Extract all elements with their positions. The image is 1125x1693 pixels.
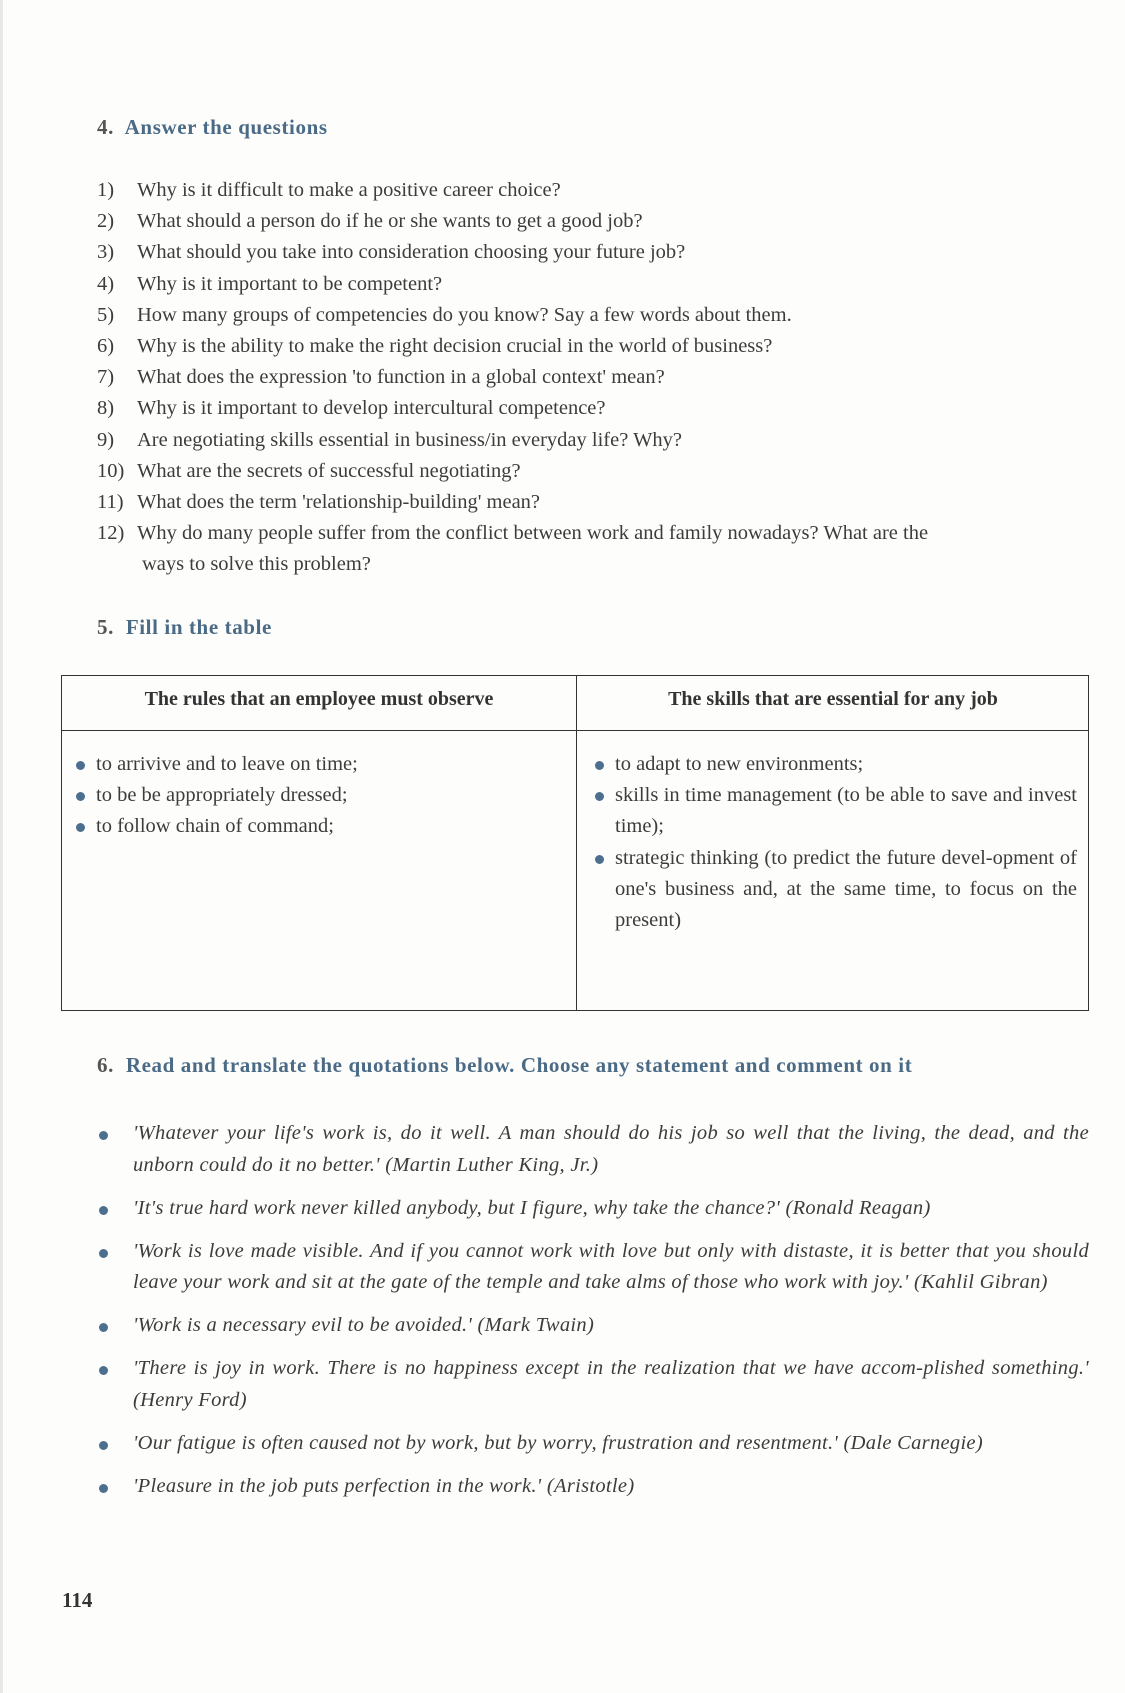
page-number: 114 xyxy=(62,1588,93,1612)
question-item xyxy=(97,393,1097,424)
question-number: 2) xyxy=(97,210,115,233)
list-item xyxy=(75,811,565,842)
question-item xyxy=(97,206,1097,237)
question-number: 5) xyxy=(97,303,115,326)
bullet-icon xyxy=(99,1441,108,1450)
list-item xyxy=(594,780,1077,842)
quotation-list xyxy=(97,1118,1089,1514)
table-cell-skills xyxy=(594,749,1077,936)
question-number: 11) xyxy=(97,491,124,514)
question-item xyxy=(97,237,1097,268)
quotation-text: 'Pleasure in the job puts perfection in the work.' (Aristotle) xyxy=(133,1474,635,1497)
quotation-text: 'Our fatigue is often caused not by work, but by worry, frustration and resentment.' (Dale Carnegie) xyxy=(133,1431,983,1454)
section-number: 4. xyxy=(97,115,114,139)
list-item xyxy=(75,780,565,811)
question-text: Why is it important to develop intercultural competence? xyxy=(137,397,606,420)
bullet-icon xyxy=(595,855,604,864)
list-item-text: to adapt to new environments; xyxy=(615,753,864,775)
question-number: 7) xyxy=(97,366,115,389)
question-text: What does the term 'relationship-building' mean? xyxy=(137,491,541,514)
question-text: Are negotiating skills essential in business/in everyday life? Why? xyxy=(137,428,683,451)
quotation-item xyxy=(97,1236,1089,1299)
table-column-divider xyxy=(576,676,577,1010)
question-list xyxy=(97,175,1097,581)
question-text: What should you take into consideration choosing your future job? xyxy=(137,241,686,264)
bullet-icon xyxy=(76,792,85,801)
bullet-icon xyxy=(99,1131,108,1140)
list-item-text: skills in time management (to be able to save and invest time); xyxy=(615,784,1077,838)
question-item xyxy=(97,331,1097,362)
question-text-continued: ways to solve this problem? xyxy=(142,553,371,576)
question-item xyxy=(97,269,1097,300)
quotation-text: 'Work is a necessary evil to be avoided.' (Mark Twain) xyxy=(133,1314,595,1336)
page-edge-shadow xyxy=(0,0,3,1693)
bullet-icon xyxy=(595,761,604,770)
list-item-text: to arrivive and to leave on time; xyxy=(96,753,358,775)
question-number: 9) xyxy=(97,428,115,451)
bullet-icon xyxy=(99,1484,108,1493)
bullet-icon xyxy=(99,1323,108,1332)
question-item xyxy=(97,487,1097,518)
question-text: Why do many people suffer from the conflict between work and family nowadays? What are the xyxy=(137,522,929,545)
section-6-heading xyxy=(97,1053,912,1078)
question-number: 3) xyxy=(97,241,115,264)
quotation-item xyxy=(97,1193,1089,1225)
quotation-text: 'There is joy in work. There is no happiness except in the realization that we have accom-plished something.' (Henry Ford) xyxy=(133,1357,1089,1411)
question-number: 8) xyxy=(97,397,115,420)
bullet-icon xyxy=(595,792,604,801)
bullet-icon xyxy=(99,1249,108,1258)
list-item xyxy=(594,843,1077,937)
question-number: 6) xyxy=(97,335,115,358)
question-text: What should a person do if he or she wants to get a good job? xyxy=(137,210,643,233)
table-cell-rules xyxy=(75,749,565,843)
quotation-text: 'It's true hard work never killed anybody, but I figure, why take the chance?' (Ronald Reagan) xyxy=(133,1196,931,1219)
list-item-text: to follow chain of command; xyxy=(96,815,334,838)
fill-in-table xyxy=(61,675,1089,1011)
quotation-item xyxy=(97,1118,1089,1181)
question-text: Why is it difficult to make a positive career choice? xyxy=(137,179,561,201)
question-text: Why is it important to be competent? xyxy=(137,272,443,295)
question-item xyxy=(97,362,1097,393)
bullet-icon xyxy=(76,761,85,770)
bullet-icon xyxy=(99,1366,108,1375)
list-item xyxy=(75,749,565,780)
quotation-item xyxy=(97,1428,1089,1460)
section-number: 6. xyxy=(97,1053,114,1077)
question-number: 4) xyxy=(97,272,115,295)
question-text: What are the secrets of successful negotiating? xyxy=(137,459,521,482)
quotation-text: 'Whatever your life's work is, do it well. A man should do his job so well that the living, the dead, and the unborn could do it no better.' (Martin Luther King, Jr.) xyxy=(133,1122,1089,1176)
question-number: 12) xyxy=(97,522,125,545)
table-header-skills: The skills that are essential for any job xyxy=(668,688,998,710)
bullet-icon xyxy=(99,1206,108,1215)
question-number: 1) xyxy=(97,179,115,201)
table-header-rules: The rules that an employee must observe xyxy=(144,688,494,710)
quotation-item xyxy=(97,1471,1089,1503)
table-header-divider xyxy=(62,730,1088,731)
question-item xyxy=(97,300,1097,331)
bullet-icon xyxy=(76,823,85,832)
question-text: What does the expression 'to function in a global context' mean? xyxy=(137,366,665,389)
question-item xyxy=(97,456,1097,487)
list-item-text: strategic thinking (to predict the future devel-opment of one's business and, at the same time, to focus on the present) xyxy=(615,846,1077,932)
section-number: 5. xyxy=(97,615,114,639)
list-item-text: to be be appropriately dressed; xyxy=(96,784,348,807)
question-number: 10) xyxy=(97,459,125,482)
quotation-item xyxy=(97,1310,1089,1342)
question-text: How many groups of competencies do you know? Say a few words about them. xyxy=(137,303,792,326)
section-5-heading xyxy=(97,615,272,640)
section-title: Read and translate the quotations below. Choose any statement and comment on it xyxy=(125,1053,913,1077)
section-title: Answer the questions xyxy=(124,115,328,139)
question-item xyxy=(97,425,1097,456)
question-item xyxy=(97,175,1097,206)
question-item xyxy=(97,518,1097,580)
section-4-heading xyxy=(97,115,328,140)
quotation-text: 'Work is love made visible. And if you cannot work with love but only with distaste, it is better that you should leave your work and sit at the gate of the temple and take alms of those who work with joy.' (Kahlil Gibran) xyxy=(133,1239,1089,1293)
list-item xyxy=(594,749,1077,780)
section-title: Fill in the table xyxy=(125,615,272,639)
quotation-item xyxy=(97,1353,1089,1416)
question-text: Why is the ability to make the right decision crucial in the world of business? xyxy=(137,335,773,358)
